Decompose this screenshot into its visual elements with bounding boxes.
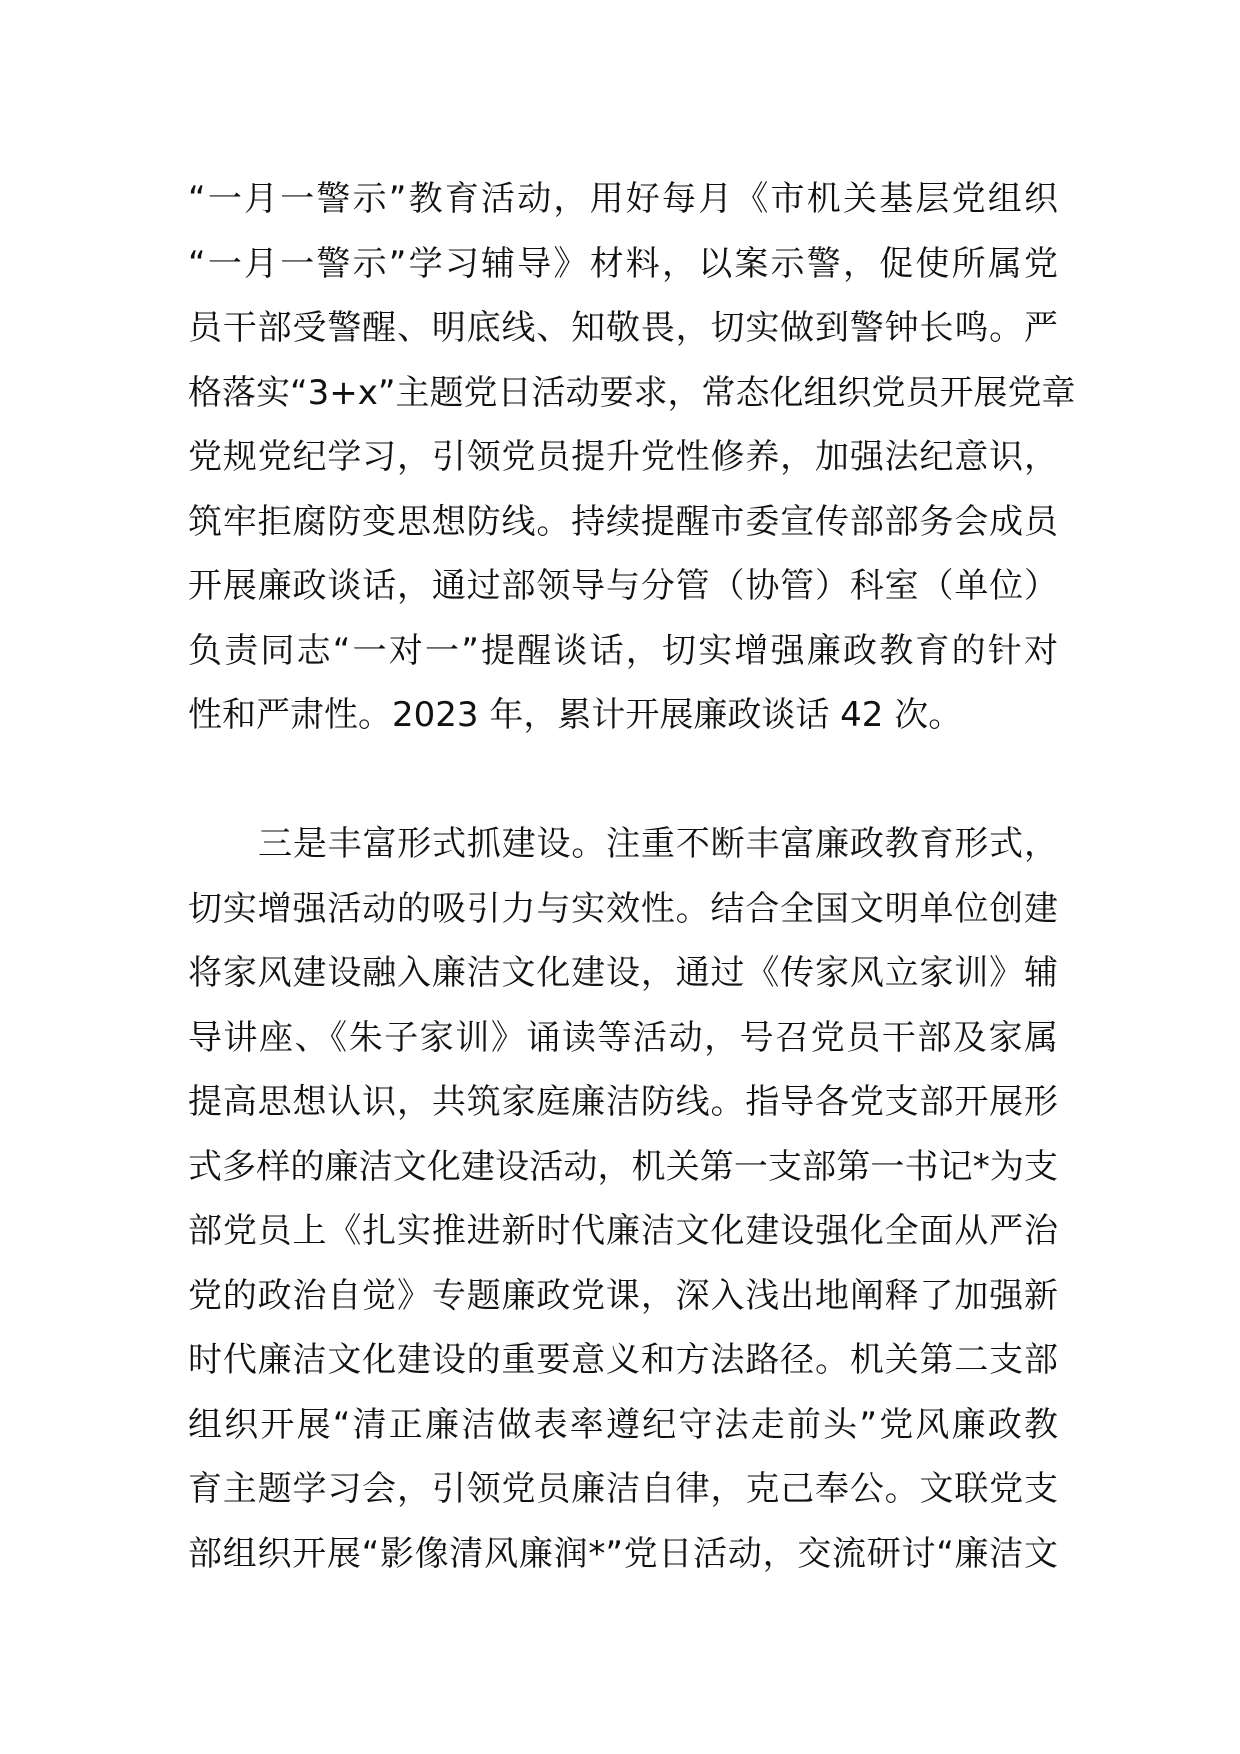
paragraph-line: 筑牢拒腐防变思想防线。持续提醒市委宣传部部务会成员: [188, 501, 1058, 542]
paragraph-line: “一月一警示”学习辅导》材料，以案示警，促使所属党: [188, 243, 1058, 284]
paragraph-line: 党的政治自觉》专题廉政党课，深入浅出地阐释了加强新: [188, 1275, 1058, 1316]
paragraph-line: 组织开展“清正廉洁做表率遵纪守法走前头”党风廉政教: [188, 1404, 1058, 1445]
paragraph-line: 负责同志“一对一”提醒谈话，切实增强廉政教育的针对: [188, 630, 1058, 671]
paragraph-line: 格落实“3+x”主题党日活动要求，常态化组织党员开展党章: [188, 372, 1076, 413]
paragraph-line: 提高思想认识，共筑家庭廉洁防线。指导各党支部开展形: [188, 1082, 1058, 1122]
paragraph-line: 党规党纪学习，引领党员提升党性修养，加强法纪意识，: [188, 437, 1058, 477]
paragraph-line: 员干部受警醒、明底线、知敬畏，切实做到警钟长鸣。严: [188, 308, 1058, 348]
paragraph-line: 部党员上《扎实推进新时代廉洁文化建设强化全面从严治: [188, 1211, 1058, 1251]
paragraph-line: 开展廉政谈话，通过部领导与分管（协管）科室（单位）: [188, 566, 1058, 606]
paragraph-line: 三是丰富形式抓建设。注重不断丰富廉政教育形式，: [258, 824, 1058, 864]
paragraph-line: 育主题学习会，引领党员廉洁自律，克己奉公。文联党支: [188, 1469, 1058, 1509]
paragraph-line: 切实增强活动的吸引力与实效性。结合全国文明单位创建: [188, 888, 1058, 929]
paragraph-enrich-forms: [188, 812, 1058, 1586]
paragraph-line: 部组织开展“影像清风廉润*”党日活动，交流研讨“廉洁文: [188, 1533, 1058, 1574]
paragraph-line: 性和严肃性。2023 年，累计开展廉政谈话 42 次。: [188, 695, 963, 735]
paragraph-line: 式多样的廉洁文化建设活动，机关第一支部第一书记*为支: [188, 1146, 1058, 1187]
paragraph-line: 导讲座、《朱子家训》诵读等活动，号召党员干部及家属: [188, 1017, 1058, 1058]
paragraph-education-activities: [188, 167, 1076, 748]
paragraph-line: 将家风建设融入廉洁文化建设，通过《传家风立家训》辅: [188, 953, 1058, 993]
paragraph-line: 时代廉洁文化建设的重要意义和方法路径。机关第二支部: [188, 1340, 1058, 1380]
paragraph-line: “一月一警示”教育活动，用好每月《市机关基层党组织: [188, 179, 1058, 219]
